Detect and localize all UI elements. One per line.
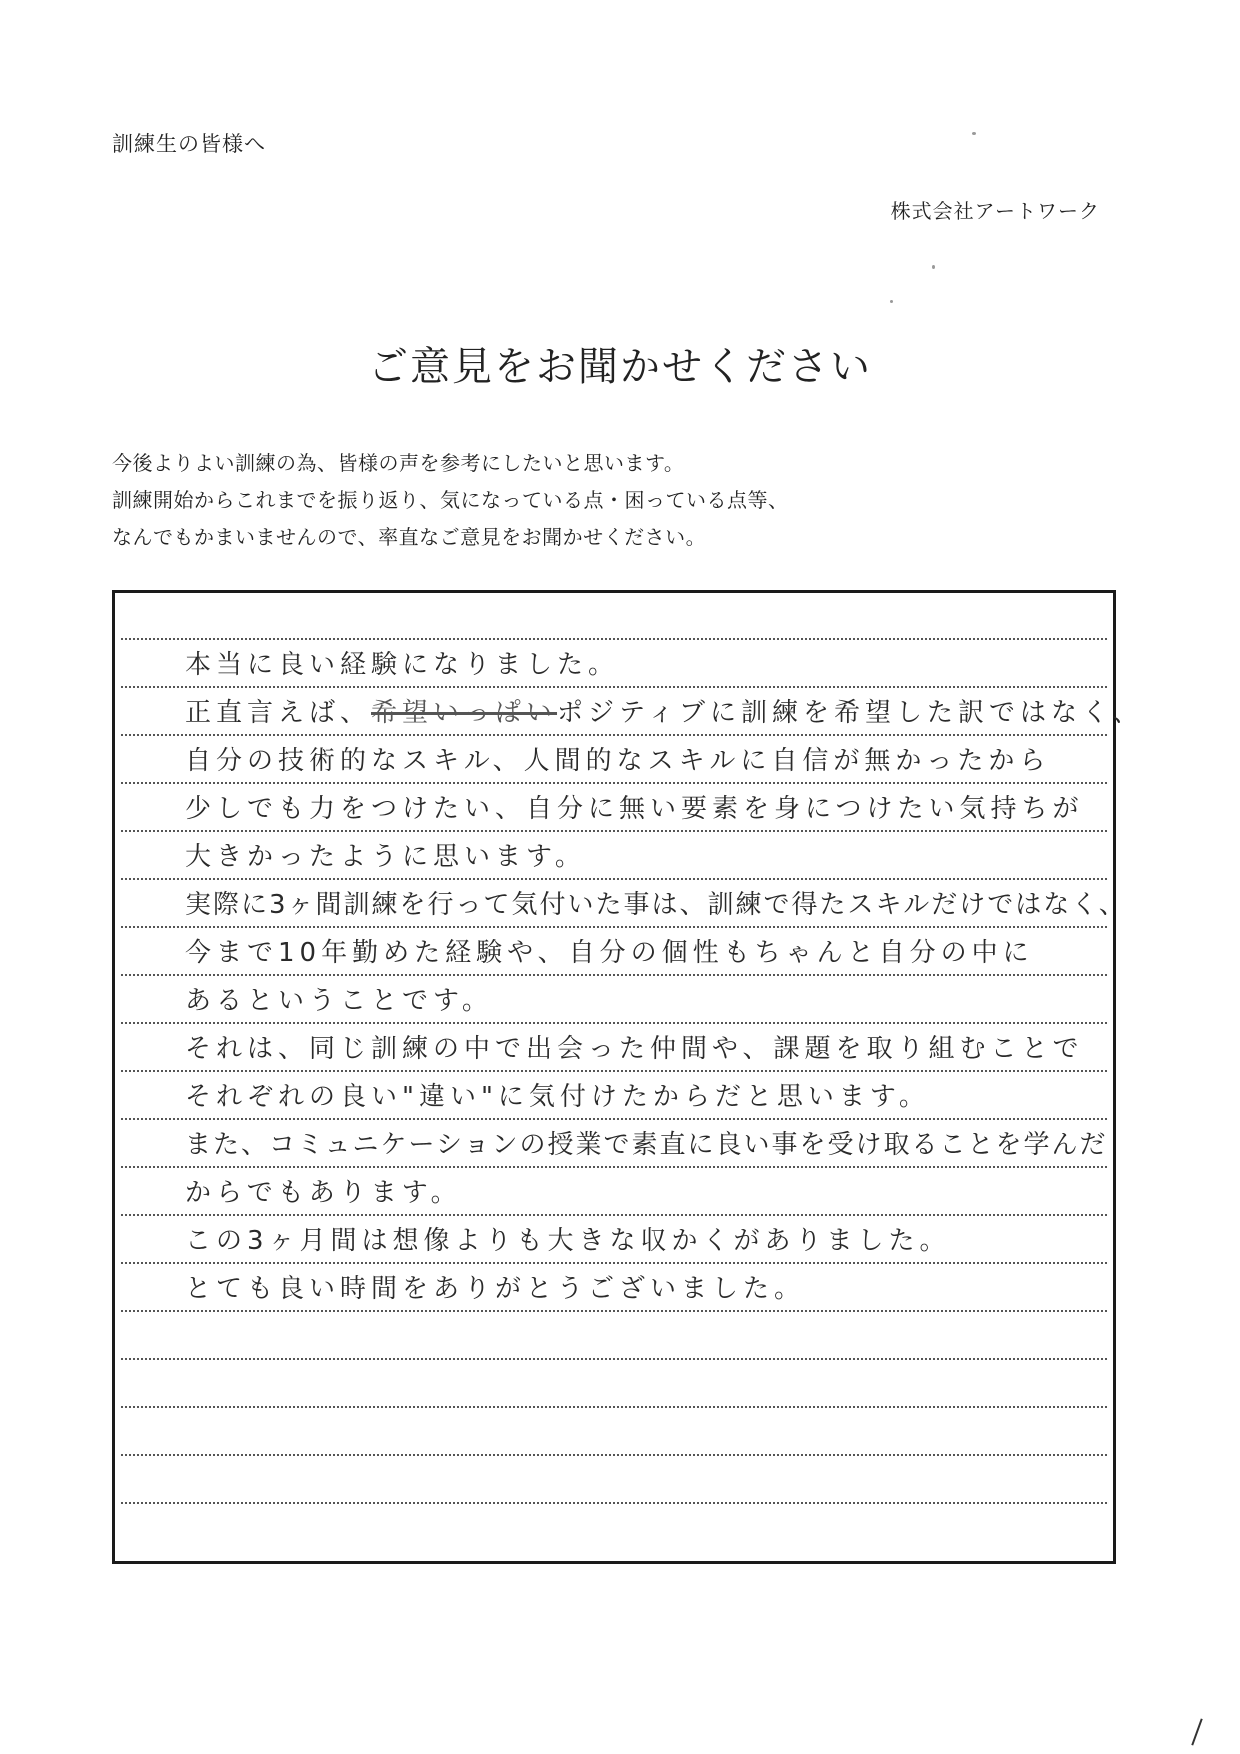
response-line: からでもあります。: [185, 1178, 462, 1208]
intro-line: 今後よりよい訓練の為、皆様の声を参考にしたいと思います。: [112, 451, 685, 475]
response-line: あるということです。: [185, 986, 493, 1016]
response-line: 自分の技術的なスキル、人間的なスキルに自信が無かったから: [185, 746, 1051, 776]
ruled-line: [121, 1358, 1107, 1360]
response-line: 大きかったように思います。: [185, 842, 586, 872]
ruled-line: [121, 734, 1107, 736]
response-line: 少しでも力をつけたい、自分に無い要素を身につけたい気持ちが: [185, 794, 1084, 824]
response-line: とても良い時間をありがとうございました。: [185, 1274, 806, 1304]
ruled-line: [121, 1166, 1107, 1168]
ruled-line: [121, 782, 1107, 784]
response-text: ポジティブに訓練を希望した訳ではなく、: [557, 698, 1144, 728]
ruled-line: [121, 830, 1107, 832]
ruled-line: [121, 638, 1107, 640]
ruled-line: [121, 1310, 1107, 1312]
scan-speck: [890, 300, 893, 303]
page-title: ご意見をお聞かせください: [368, 343, 872, 390]
ruled-line: [121, 974, 1107, 976]
ruled-line: [121, 926, 1107, 928]
response-line: 今まで10年勤めた経験や、自分の個性もちゃんと自分の中に: [185, 938, 1034, 968]
response-line: 本当に良い経験になりました。: [185, 650, 620, 680]
scan-mark: [1191, 1719, 1202, 1746]
ruled-line: [121, 1070, 1107, 1072]
response-line: [185, 693, 1143, 733]
intro-text: [112, 445, 789, 556]
addressee: 訓練生の皆様へ: [112, 132, 266, 156]
struck-text: 希望いっぱい: [371, 698, 558, 728]
scan-speck: [972, 132, 976, 135]
ruled-line: [121, 1406, 1107, 1408]
scan-speck: [932, 265, 935, 269]
response-text: 正直言えば、: [185, 698, 372, 728]
ruled-line: [121, 1454, 1107, 1456]
intro-line: 訓練開始からこれまでを振り返り、気になっている点・困っている点等、: [112, 488, 789, 512]
ruled-line: [121, 686, 1107, 688]
ruled-line: [121, 1118, 1107, 1120]
intro-line: なんでもかまいませんので、率直なご意見をお聞かせください。: [112, 525, 707, 549]
response-line: それは、同じ訓練の中で出会った仲間や、課題を取り組むことで: [185, 1034, 1084, 1064]
sender-company: 株式会社アートワーク: [890, 199, 1100, 223]
response-line: この3ヶ月間は想像よりも大きな収かくがありました。: [185, 1226, 951, 1256]
ruled-line: [121, 1214, 1107, 1216]
ruled-line: [121, 1502, 1107, 1504]
response-line: また、コミュニケーションの授業で素直に良い事を受け取ることを学んだ: [185, 1130, 1108, 1160]
ruled-line: [121, 1022, 1107, 1024]
response-line: 実際に3ヶ間訓練を行って気付いた事は、訓練で得たスキルだけではなく、: [185, 890, 1127, 920]
ruled-line: [121, 1262, 1107, 1264]
response-line: それぞれの良い"違い"に気付けたからだと思います。: [185, 1082, 930, 1112]
ruled-line: [121, 878, 1107, 880]
response-box: [112, 590, 1144, 1564]
